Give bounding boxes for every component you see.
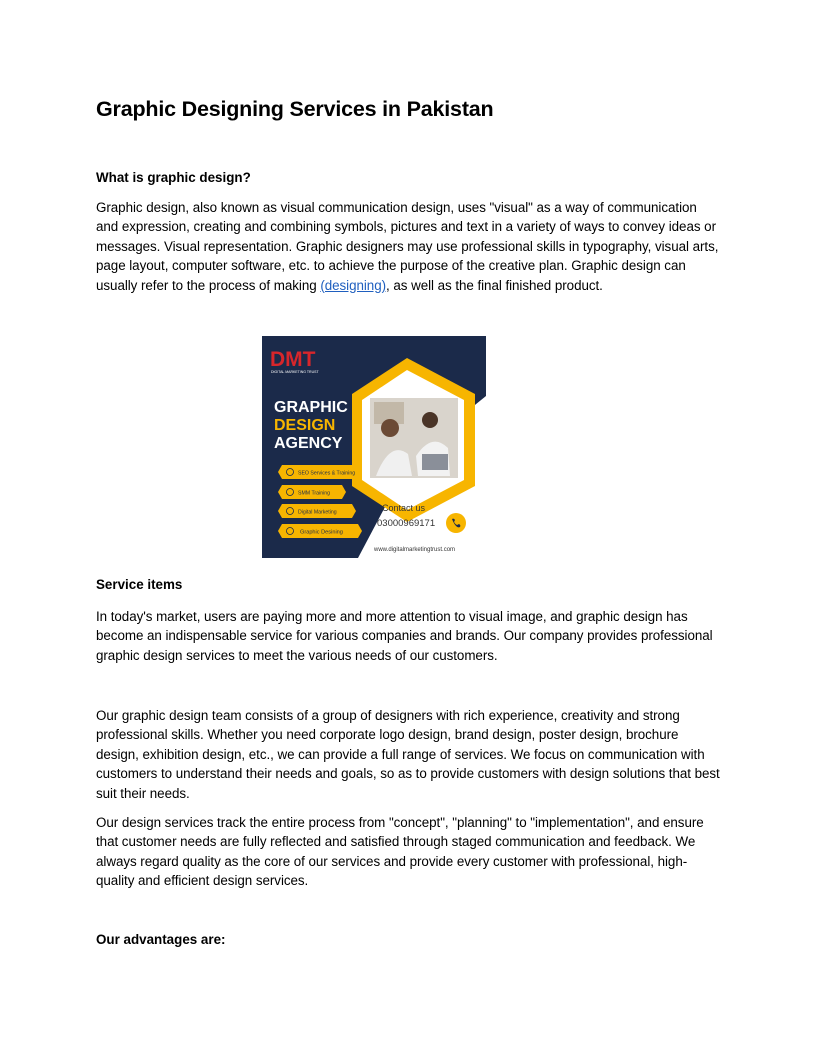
designing-link[interactable]: (designing) [320,277,387,293]
website-url: www.digitalmarketingtrust.com [374,547,456,553]
paragraph-service-intro: In today's market, users are paying more and more attention to visual image, and graphic design has become an indispensable service for various companies and brands. Our company provides professional graphic design services to meet the various needs of our customers. [96,609,713,663]
contact-label: Contact us [382,503,426,513]
service-pill-2 [278,485,346,499]
service-pill-label: SEO Services & Training [298,470,356,477]
contact-phone: 03000969171 [377,518,436,529]
paragraph-process: Our design services track the entire process from "concept", "planning" to "implementation", and ensure that customer needs are fully reflected and satisfied through staged communication and feedback. We always regard quality as the core of our services and provide every customer with professional, high-quality and efficient design services. [96,815,704,889]
section-heading-service-items: Service items [96,577,183,592]
page-title: Graphic Designing Services in Pakistan [96,97,494,121]
section-heading-advantages: Our advantages are: [96,932,226,947]
service-pill-label: Graphic Desining [300,529,343,536]
brand-subtitle: DIGITAL MARKETING TRUST [271,370,319,374]
brand-logo: DMT [270,348,316,371]
paragraph-text: Graphic design, also known as visual communication design, uses "visual" as a way of communication and expression, creating and combining symbols, pictures and text in a variety of ways to convey ideas or messages. Visual representation. Graphic designers may use professional skills in typography, visual arts, page layout, computer software, etc. to achieve the purpose of the creative plan. Graphic design can usually refer to the process of making [96,200,719,293]
graphic-design-agency-ad-image [262,336,486,558]
paragraph-team: Our graphic design team consists of a group of designers with rich experience, creativity and strong professional skills. Whether you need corporate logo design, brand design, poster design, brochure design, exhibition design, etc., we can provide a full range of services. We focus on communication with customers to understand their needs and goals, so as to provide customers with design solutions that best suit their needs. [96,708,720,801]
paragraph-text-end: , as well as the final finished product. [386,277,603,293]
headline-graphic: GRAPHIC [274,399,348,416]
service-pill-label: SMM Training [298,490,330,497]
service-pill-1 [278,465,362,479]
phone-icon [446,513,466,533]
paragraph-what-is [96,198,720,295]
section-heading-what-is: What is graphic design? [96,170,251,185]
service-pill-label: Digital Marketing [298,509,337,516]
service-pill-4 [278,524,362,538]
headline-agency: AGENCY [274,435,343,452]
people-photo-illustration [370,398,458,478]
service-pill-3 [278,504,356,518]
headline-design: DESIGN [274,417,336,434]
